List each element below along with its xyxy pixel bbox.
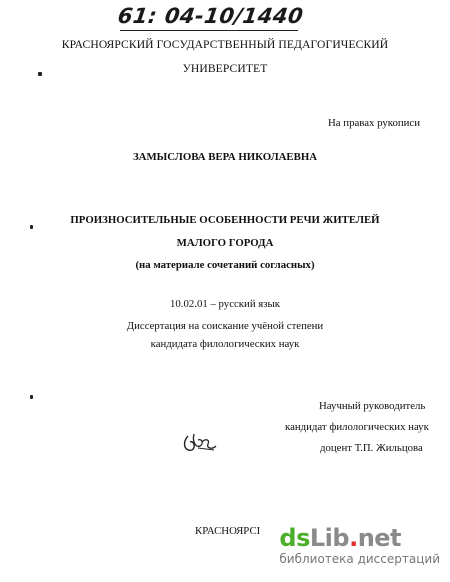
thesis-title-line1: ПРОИЗНОСИТЕЛЬНЫЕ ОСОБЕННОСТИ РЕЧИ ЖИТЕЛЕЙ <box>70 214 380 226</box>
university-name-line2: УНИВЕРСИТЕТ <box>182 62 268 75</box>
site-watermark <box>279 525 440 566</box>
handwritten-signature <box>180 428 222 458</box>
city-name: КРАСНОЯРСІ <box>195 525 261 537</box>
thesis-subtitle: (на материале сочетаний согласных) <box>135 259 315 271</box>
supervisor-title: Научный руководитель <box>319 400 426 412</box>
watermark-subtitle: библиотека диссертаций <box>279 552 440 566</box>
watermark-brand: dsLib.net <box>279 524 402 552</box>
supervisor-degree: кандидат филологических наук <box>285 421 429 433</box>
degree-line1: Диссертация на соискание учёной степени <box>126 320 324 332</box>
degree-line2: кандидата филологических наук <box>150 338 300 350</box>
supervisor-name: доцент Т.П. Жильцова <box>320 442 423 454</box>
archive-number-underline <box>120 30 298 31</box>
archive-number-handwritten: 61: 04-10/1440 <box>116 4 305 28</box>
specialty-code: 10.02.01 – русский язык <box>169 298 281 310</box>
university-name-line1: КРАСНОЯРСКИЙ ГОСУДАРСТВЕННЫЙ ПЕДАГОГИЧЕСКИЙ <box>61 38 389 51</box>
thesis-title-line2: МАЛОГО ГОРОДА <box>176 237 274 249</box>
scan-mark <box>38 72 42 76</box>
manuscript-rights-note: На правах рукописи <box>328 117 420 129</box>
scan-mark <box>30 395 33 399</box>
author-name: ЗАМЫСЛОВА ВЕРА НИКОЛАЕВНА <box>132 151 318 163</box>
